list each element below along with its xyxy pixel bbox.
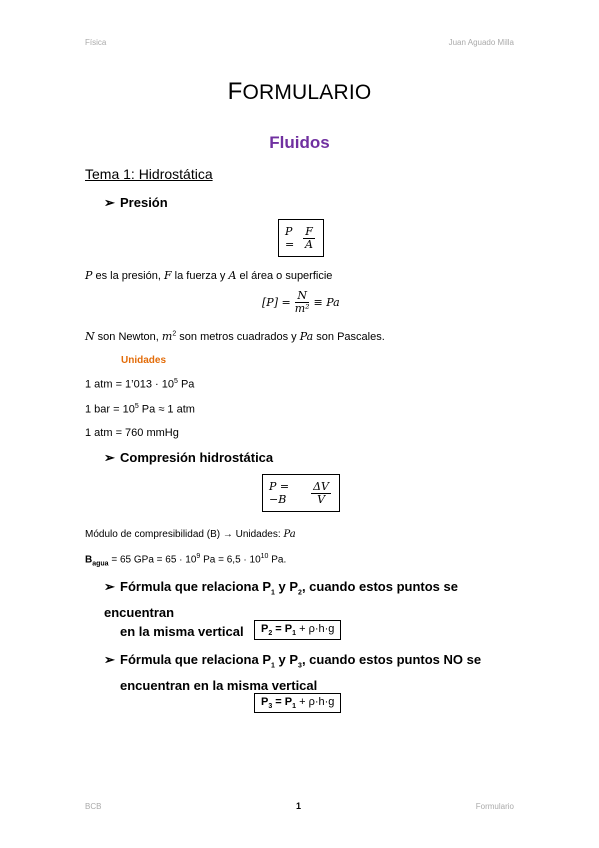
header-left: Física [85, 38, 107, 47]
bullet-compresion: ➢ Compresión hidrostática [104, 450, 274, 465]
bullet-presion: ➢ Presión [104, 195, 168, 210]
formula-presion: P = $\frac{F}{A}$ [278, 219, 324, 257]
page-title: FORMULARIO [227, 78, 372, 105]
arrow-bullet-icon: ➢ [104, 450, 115, 465]
formula-p3: $P_3 = P_1 + \rho\cdot h\cdot g$ [254, 693, 341, 713]
p-description: P es la presión, F la fuerza y A el área o superficie [85, 269, 333, 282]
page-number: 1 [296, 801, 302, 811]
unit-bar: 1 bar = $10^5$ Pa ≈ 1 atm [85, 403, 195, 416]
bullet-formula-1: ➢ Fórmula que relaciona $P_1$ y $P_2$, cuando estos puntos se encuentran en la misma vertical [104, 579, 458, 639]
formula-p2: $P_2 = P_1 + \rho\cdot h\cdot g$ [254, 620, 341, 640]
arrow-bullet-icon: ➢ [104, 195, 115, 210]
unit-atm: 1 atm = 1’013 · $10^5$ Pa [85, 378, 195, 391]
unit-mmhg: 1 atm = 760 mmHg [85, 427, 179, 439]
section-subtitle: Fluidos [269, 133, 330, 152]
n-description: N son Newton, $m^2$ son metros cuadrados y Pa son Pascales. [85, 330, 385, 343]
formula-units: [P] = $\frac{N}{\text{m²}}$ ≡ Pa [262, 289, 340, 315]
arrow-bullet-icon: ➢ [104, 579, 115, 594]
modulo-text: Módulo de compresibilidad (B) → Unidades: Pa [85, 529, 296, 540]
tema-heading: Tema 1: Hidrostática [85, 166, 213, 182]
bullet-formula-2: ➢ Fórmula que relaciona $P_1$ y $P_3$, cuando estos puntos NO se encuentran en la misma vertical [104, 652, 482, 693]
arrow-bullet-icon: ➢ [104, 652, 115, 667]
unidades-label: Unidades [121, 355, 167, 366]
bagua-text: $B_{agua} = 65$ GPa = $65 \cdot 10^9$ $Pa = 6,5 \cdot 10^{10}$ Pa. [85, 553, 287, 568]
header-right: Juan Aguado Milla [448, 38, 514, 47]
footer-left: BCB [85, 802, 102, 811]
footer-right: Formulario [475, 802, 514, 811]
formula-compresion: P = −B $\frac{\Delta V}{V}$ [262, 474, 340, 512]
